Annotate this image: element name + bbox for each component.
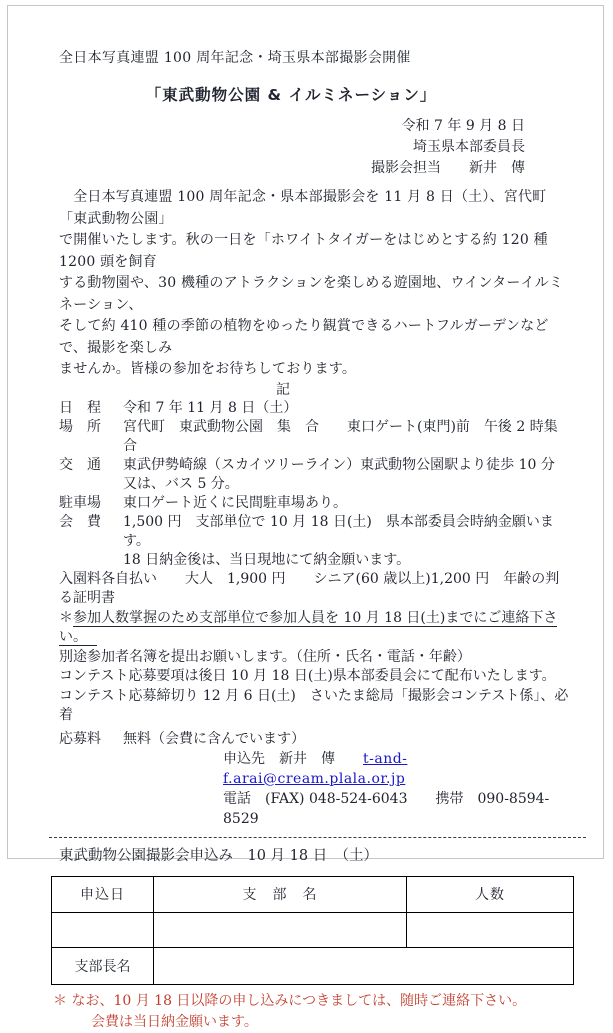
detail-label: 日 程 xyxy=(59,399,101,416)
issuer-title: 埼玉県本部委員長 xyxy=(413,139,525,155)
input-cell-branch-chief-name xyxy=(154,947,574,984)
document-page xyxy=(7,5,604,1030)
intro-line: する動物園や、30 機種のアトラクションを楽しめる遊園地、ウインターイルミネーション、 xyxy=(59,275,564,313)
contact-name: 申込先 新井 傳 xyxy=(223,750,363,767)
document-title: 「東武動物公園 & イルミネーション」 xyxy=(145,86,437,104)
detail-row-parking xyxy=(59,494,571,513)
intro-line: そして約 410 種の季節の植物をゆったり観賞できるハートフルガーデンなどで、撮影を楽しみ xyxy=(59,318,549,356)
record-marker: 記 xyxy=(276,381,290,398)
detail-value-line: 東口ゲート近くに民間駐車場あり。 xyxy=(123,494,347,511)
late-application-note: ＊ なお、10 月 18 日以降の申し込みにつきましては、随時ご連絡下さい。 xyxy=(53,992,527,1009)
header-cell-branch-name: 支 部 名 xyxy=(154,876,407,912)
detail-row-access xyxy=(59,456,571,494)
asterisk-mark: ＊ xyxy=(59,609,73,626)
contact-line xyxy=(223,749,571,789)
detail-label: 交 通 xyxy=(59,456,101,473)
fee-notes-block xyxy=(51,570,571,726)
sender-block xyxy=(51,116,571,179)
detail-row-schedule xyxy=(59,399,571,418)
header-cell-people-count: 人数 xyxy=(407,876,574,912)
detail-value-line: 18 日納金後は、当日現地にて納金願います。 xyxy=(123,551,411,568)
detail-row-fee xyxy=(59,513,571,570)
branch-chief-label-cell: 支部長名 xyxy=(52,947,154,984)
event-details-list xyxy=(51,399,571,570)
contest-deadline-note: コンテスト応募締切り 12 月 6 日(土) さいたま総局「撮影会コンテスト係」、必着 xyxy=(59,687,569,723)
detail-label: 会 費 xyxy=(59,513,101,530)
section-divider xyxy=(49,837,586,838)
participants-deadline-note xyxy=(59,609,571,648)
admission-fee-note: 入園料各自払い 大人 1,900 円 シニア(60 歳以上)1,200 円 年齢の判る証明書 xyxy=(59,570,560,606)
application-table xyxy=(51,876,574,985)
contact-block xyxy=(51,749,571,829)
detail-value-line: 1,500 円 支部単位で 10 月 18 日(土) 県本部委員会時納金願います。 xyxy=(123,513,554,549)
detail-value-line: 又は、バス 5 分。 xyxy=(123,475,239,492)
intro-paragraph xyxy=(51,187,571,381)
header-cell-application-date: 申込日 xyxy=(52,876,154,912)
detail-label: 駐車場 xyxy=(59,494,101,511)
roster-note: 別途参加者名簿を提出お願いします。（住所・氏名・電話・年齢） xyxy=(59,648,471,665)
entry-fee-label: 応募料 xyxy=(59,730,101,747)
table-input-row xyxy=(52,912,574,947)
red-notes-block xyxy=(51,991,571,1033)
intro-line: ませんか。皆様の参加をお待ちしております。 xyxy=(59,361,357,377)
issuer-contact: 撮影会担当 新井 傳 xyxy=(371,160,525,176)
intro-line: で開催いたします。秋の一日を「ホワイトタイガーをはじめとする約 120 種 1200 頭を飼育 xyxy=(59,232,548,270)
detail-value-line: 令和 7 年 11 月 8 日（土） xyxy=(123,399,298,416)
intro-line: 全日本写真連盟 100 周年記念・県本部撮影会を 11 月 8 日（土）、宮代町「東武動物公園」 xyxy=(59,189,547,227)
detail-label: 場 所 xyxy=(59,418,101,435)
input-cell-application-date xyxy=(52,912,154,947)
table-branch-chief-row xyxy=(52,947,574,984)
participants-deadline-text: 参加人数掌握のため支部単位で参加人員を 10 月 18 日(土)までにご連絡下さい。 xyxy=(59,609,558,645)
issue-date: 令和 7 年 9 月 8 日 xyxy=(401,118,525,134)
entry-fee-value: 無料（会費に含んでいます） xyxy=(123,730,305,747)
input-cell-people-count xyxy=(407,912,574,947)
form-section-heading: 東武動物公園撮影会申込み 10 月 18 日 （土） xyxy=(59,847,378,864)
detail-row-place xyxy=(59,418,571,456)
detail-value-line: 東武伊勢崎線（スカイツリーライン）東武動物公園駅より徒歩 10 分 xyxy=(123,456,555,473)
input-cell-branch-name xyxy=(154,912,407,947)
entry-fee-row xyxy=(51,730,571,749)
table-header-row xyxy=(52,876,574,912)
email-link[interactable]: t-and-f.arai@cream.plala.or.jp xyxy=(223,750,408,787)
phone-line: 電話 (FAX) 048-524-6043 携帯 090-8594-8529 xyxy=(223,790,550,827)
detail-value-line: 宮代町 東武動物公園 集 合 東口ゲート(東門)前 午後 2 時集合 xyxy=(123,418,558,454)
document-heading: 全日本写真連盟 100 周年記念・埼玉県本部撮影会開催 xyxy=(59,50,411,66)
contest-guidelines-note: コンテスト応募要項は後日 10 月 18 日(土)県本部委員会にて配布いたします。 xyxy=(59,668,556,684)
same-day-payment-note: 会費は当日納金願います。 xyxy=(91,1013,258,1030)
